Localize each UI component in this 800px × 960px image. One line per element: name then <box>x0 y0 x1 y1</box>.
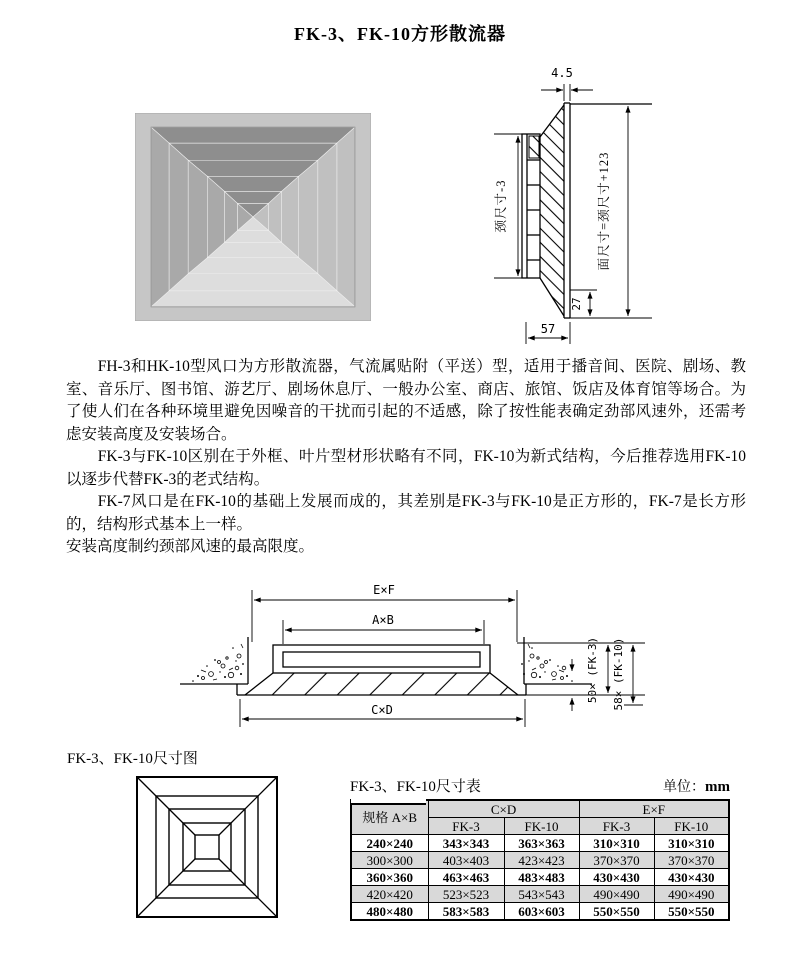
concrete-texture-left <box>192 644 244 682</box>
table-row <box>351 852 729 869</box>
cell: 310×310 <box>654 835 729 852</box>
cell: 523×523 <box>428 886 504 903</box>
cell: 363×363 <box>504 835 579 852</box>
cell: 463×463 <box>428 869 504 886</box>
dim-face-size-label: 面尺寸=颈尺寸+123 <box>597 151 611 271</box>
cell: 360×360 <box>351 869 428 886</box>
page-title: FK-3、FK-10方形散流器 <box>294 24 506 44</box>
section-drawing <box>478 60 658 355</box>
dim-neck-thickness-label: 4.5 <box>551 66 573 80</box>
size-table-section <box>350 766 730 921</box>
cell: 490×490 <box>579 886 654 903</box>
sub-header: FK-10 <box>654 818 729 835</box>
table-row <box>351 886 729 903</box>
height-label-fk10: 58× (FK-10) <box>612 637 625 711</box>
size-figure <box>136 776 278 923</box>
ef-group-header: E×F <box>579 800 729 818</box>
corner-diagonals <box>138 778 276 916</box>
sub-header: FK-10 <box>504 818 579 835</box>
diffuser-photo-image <box>135 113 371 321</box>
dim-ef-label: E×F <box>373 583 395 597</box>
cell: 240×240 <box>351 835 428 852</box>
cell: 423×423 <box>504 852 579 869</box>
dim-ab-label: A×B <box>372 613 394 627</box>
size-table-title: FK-3、FK-10尺寸表 <box>350 779 481 795</box>
table-row <box>351 869 729 886</box>
table-row <box>351 835 729 852</box>
size-table-unit <box>663 776 730 796</box>
cell: 480×480 <box>351 903 428 921</box>
cell: 370×370 <box>579 852 654 869</box>
height-label-fk3: 50× (FK-3) <box>586 636 599 704</box>
dim-face-size <box>570 106 652 318</box>
installation-diagram <box>153 578 663 743</box>
cell: 430×430 <box>579 869 654 886</box>
diffuser-photo <box>135 113 371 326</box>
cell: 420×420 <box>351 886 428 903</box>
dim-depth-label: 57 <box>540 322 556 336</box>
cell: 300×300 <box>351 852 428 869</box>
cell: 310×310 <box>579 835 654 852</box>
cell: 483×483 <box>504 869 579 886</box>
cell: 543×543 <box>504 886 579 903</box>
cell: 430×430 <box>654 869 729 886</box>
dim-neck-thickness <box>541 84 593 101</box>
cell: 370×370 <box>654 852 729 869</box>
flare-hatch <box>245 673 518 695</box>
unit-value: mm <box>705 779 730 795</box>
cell: 550×550 <box>654 903 729 921</box>
cell: 550×550 <box>579 903 654 921</box>
cell: 403×403 <box>428 852 504 869</box>
dim-lip-label: 27 <box>570 297 583 311</box>
concrete-texture-right <box>521 644 573 682</box>
paragraph-height-limit: 安装高度制约颈部风速的最高限度。 <box>66 538 315 555</box>
cd-group-header: C×D <box>428 800 579 818</box>
cell: 603×603 <box>504 903 579 921</box>
cell: 490×490 <box>654 886 729 903</box>
size-table <box>350 799 730 921</box>
unit-label: 单位： <box>663 780 705 795</box>
spec-header: 规格 A×B <box>351 800 428 835</box>
dim-neck-size-label: 颈尺寸-3 <box>494 179 508 233</box>
sub-header: FK-3 <box>579 818 654 835</box>
paragraph-fk7: FK-7风口是在FK-10的基础上发展而成的，其差别是FK-3与FK-10是正方形的，FK-7是长方形的，结构形式基本上一样。 <box>66 493 746 533</box>
dim-cd-label: C×D <box>371 703 393 717</box>
body-text <box>66 356 746 559</box>
collar-hatch <box>529 136 539 158</box>
paragraph-intro: FH-3和HK-10型风口为方形散流器，气流属贴附（平送）型，适用于播音间、医院、剧场、教室、音乐厅、图书馆、游艺厅、剧场休息厅、一般办公室、商店、旅馆、饭店及体育馆等场合。为了使人们在各种环境里避免因噪音的干扰而引起的不适感，除了按性能表确定劲部风速外，还需考虑安装高度及安装场合。 <box>66 358 746 443</box>
cell: 343×343 <box>428 835 504 852</box>
cell: 583×583 <box>428 903 504 921</box>
size-figure-label: FK-3、FK-10尺寸图 <box>67 751 198 767</box>
table-row <box>351 903 729 921</box>
table-corner-step <box>351 796 426 805</box>
paragraph-difference: FK-3与FK-10区别在于外框、叶片型材形状略有不同，FK-10为新式结构，今后推荐选用FK-10以逐步代替FK-3的老式结构。 <box>66 448 746 488</box>
sub-header: FK-3 <box>428 818 504 835</box>
